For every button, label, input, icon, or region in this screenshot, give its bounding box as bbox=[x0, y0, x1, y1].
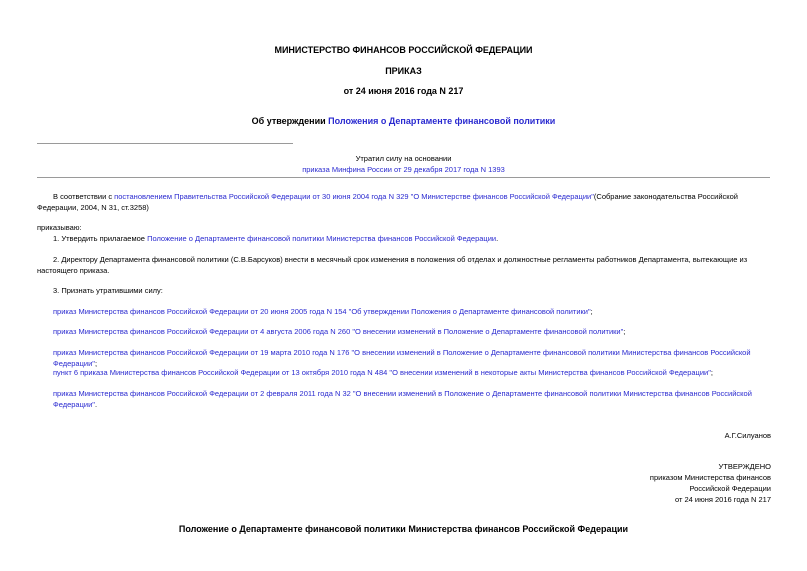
doc-type-heading: ПРИКАЗ bbox=[385, 66, 422, 76]
repealed-item bbox=[53, 347, 771, 369]
ministry-heading: МИНИСТЕРСТВО ФИНАНСОВ РОССИЙСКОЙ ФЕДЕРАЦИИ bbox=[274, 45, 533, 55]
item-2: 2. Директору Департамента финансовой политики (С.В.Барсуков) внести в месячный срок изменения в положения об отделах и должностные регламенты работников Департамента, вытекающие из настоящего приказа. bbox=[37, 255, 748, 275]
repealed-item-link[interactable]: приказ Министерства финансов Российской Федерации от 4 августа 2006 года N 260 "О внесении изменений в Положение о Департаменте финансовой политики" bbox=[53, 327, 624, 336]
doc-title-link[interactable]: Положения о Департаменте финансовой политики bbox=[328, 116, 556, 126]
status-link[interactable]: приказа Минфина России от 29 декабря 2017 года N 1393 bbox=[302, 165, 505, 174]
item-1-prefix: 1. Утвердить прилагаемое bbox=[53, 234, 148, 243]
repealed-item-suffix: ; bbox=[710, 368, 713, 377]
preamble-prefix: В соответствии с bbox=[53, 192, 115, 201]
annex-title: Положение о Департаменте финансовой политики Министерства финансов Российской Федерации bbox=[178, 524, 629, 534]
status-top-rule bbox=[37, 143, 293, 144]
repealed-item bbox=[53, 388, 771, 410]
repealed-item bbox=[53, 367, 771, 378]
repealed-item-link[interactable]: пункт 6 приказа Министерства финансов Российской Федерации от 13 октября 2010 года N 484 "О внесении изменений в некоторые акты Министерства финансов Российской Федерации" bbox=[53, 368, 711, 377]
repealed-item-suffix: ; bbox=[590, 307, 593, 316]
repealed-item-link[interactable]: приказ Министерства финансов Российской Федерации от 19 марта 2010 года N 176 "О внесении изменений в Положение о Департаменте финансовой политики Министерства финансов Российской Федерации" bbox=[53, 348, 751, 368]
repealed-item-suffix: . bbox=[94, 400, 98, 409]
repealed-item-link[interactable]: приказ Министерства финансов Российской Федерации от 2 февраля 2011 года N 32 "О внесении изменений в Положение о Департаменте финансовой политики Министерства финансов Российской Федерации" bbox=[53, 389, 752, 409]
status-bottom-rule bbox=[37, 177, 770, 178]
doc-title bbox=[0, 115, 807, 127]
repealed-item bbox=[53, 306, 771, 317]
preamble bbox=[37, 191, 771, 213]
item-1-suffix: . bbox=[496, 234, 499, 243]
item-1 bbox=[53, 233, 771, 244]
doc-title-prefix: Об утверждении bbox=[251, 116, 329, 126]
signature: А.Г.Силуанов bbox=[724, 431, 771, 440]
item-3: 3. Признать утратившими силу: bbox=[53, 286, 163, 295]
repealed-item-link[interactable]: приказ Министерства финансов Российской Федерации от 20 июня 2005 года N 154 "Об утверждении Положения о Департаменте финансовой политики" bbox=[53, 307, 591, 316]
approved-line2: Российской Федерации bbox=[689, 484, 771, 493]
item-1-link[interactable]: Положение о Департаменте финансовой политики Министерства финансов Российской Федерации bbox=[147, 234, 497, 243]
repealed-item-suffix: ; bbox=[94, 359, 98, 368]
doc-date-number: от 24 июня 2016 года N 217 bbox=[343, 86, 464, 96]
repealed-item-suffix: ; bbox=[623, 327, 626, 336]
approved-line3: от 24 июня 2016 года N 217 bbox=[674, 495, 771, 504]
status-line1: Утратил силу на основании bbox=[355, 154, 452, 163]
approved-line1: приказом Министерства финансов bbox=[649, 473, 771, 482]
preamble-link[interactable]: постановлением Правительства Российской Федерации от 30 июня 2004 года N 329 "О Министерстве финансов Российской Федерации" bbox=[114, 192, 594, 201]
approved-title: УТВЕРЖДЕНО bbox=[718, 462, 771, 471]
order-word: приказываю: bbox=[37, 223, 82, 232]
preamble-suffix: (Собрание законодательства Российской Федерации, 2004, N 31, ст.3258) bbox=[37, 192, 738, 212]
repealed-item bbox=[53, 326, 771, 337]
